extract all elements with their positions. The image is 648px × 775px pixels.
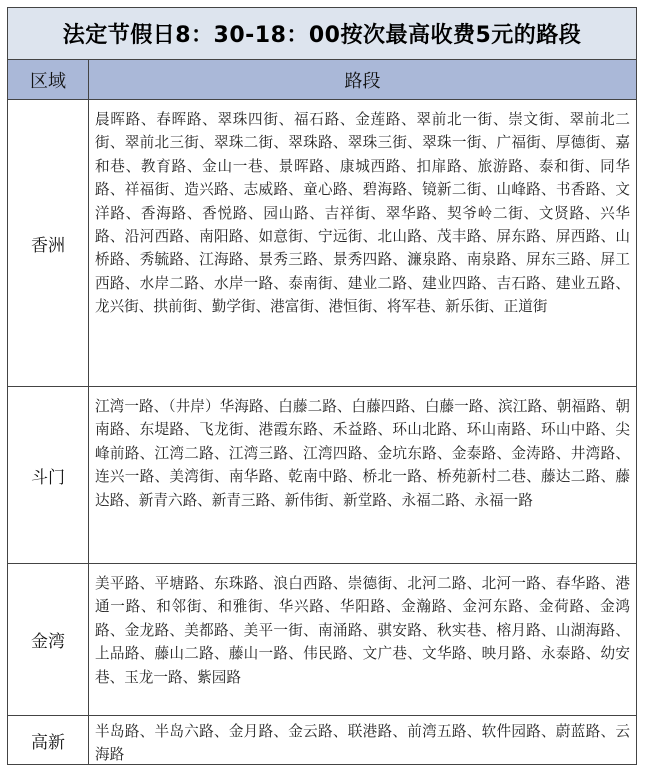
region-cell: 斗门 <box>8 387 89 563</box>
table-row-doumen <box>8 387 636 564</box>
region-cell: 香洲 <box>8 100 89 386</box>
region-cell: 高新 <box>8 716 89 764</box>
header-region: 区域 <box>8 60 89 99</box>
table-row-gaoxin <box>8 716 636 764</box>
roads-cell: 江湾一路、（井岸）华海路、白藤二路、白藤四路、白藤一路、滨江路、朝福路、朝南路、东堤路、飞龙街、港霞东路、禾益路、环山北路、环山南路、环山中路、尖峰前路、江湾二路、江湾三路、江湾四路、金坑东路、金泰路、金涛路、井湾路、连兴一路、美湾街、南华路、乾南中路、桥北一路、桥苑新村二巷、藤达二路、藤达路、新青六路、新青三路、新伟街、新堂路、永福二路、永福一路 <box>95 398 630 509</box>
header-roads: 路段 <box>344 70 381 92</box>
table-row-xiangzhou <box>8 100 636 387</box>
roads-cell: 晨晖路、春晖路、翠珠四街、福石路、金莲路、翠前北一街、崇文街、翠前北二街、翠前北三街、翠珠二街、翠珠路、翠珠三街、翠珠一街、广福街、厚德街、嘉和巷、教育路、金山一巷、景晖路、康城西路、扣扉路、旅游路、泰和街、同华路、祥福街、造兴路、志威路、童心路、碧海路、镜新二街、山峰路、书香路、文洋路、香海路、香悦路、园山路、吉祥街、翠华路、契爷岭二街、文贤路、兴华路、沿河西路、南阳路、如意街、宁远街、北山路、茂丰路、屏东路、屏西路、山桥路、秀毓路、江海路、景秀三路、景秀四路、濂泉路、南泉路、屏东三路、屏工西路、水岸二路、水岸一路、泰南街、建业二路、建业四路、吉石路、建业五路、龙兴街、拱前街、勤学街、港富街、港恒街、将军巷、新乐街、正道街 <box>95 111 630 316</box>
roads-table <box>7 7 637 765</box>
table-row-jinwan <box>8 564 636 716</box>
table-header <box>8 60 636 100</box>
roads-cell: 美平路、平塘路、东珠路、浪白西路、崇德街、北河二路、北河一路、春华路、港通一路、和邻街、和雅街、华兴路、华阳路、金瀚路、金河东路、金荷路、金鸿路、金龙路、美都路、美平一街、南涌路、骐安路、秋实巷、榕月路、山湖海路、上品路、藤山二路、藤山一路、伟民路、文广巷、文华路、映月路、永泰路、幼安巷、玉龙一路、紫园路 <box>95 575 630 686</box>
region-cell: 金湾 <box>8 564 89 715</box>
table-title: 法定节假日8：30-18：00按次最高收费5元的路段 <box>8 8 636 60</box>
roads-cell: 半岛路、半岛六路、金月路、金云路、联港路、前湾五路、软件园路、蔚蓝路、云海路 <box>95 723 630 764</box>
